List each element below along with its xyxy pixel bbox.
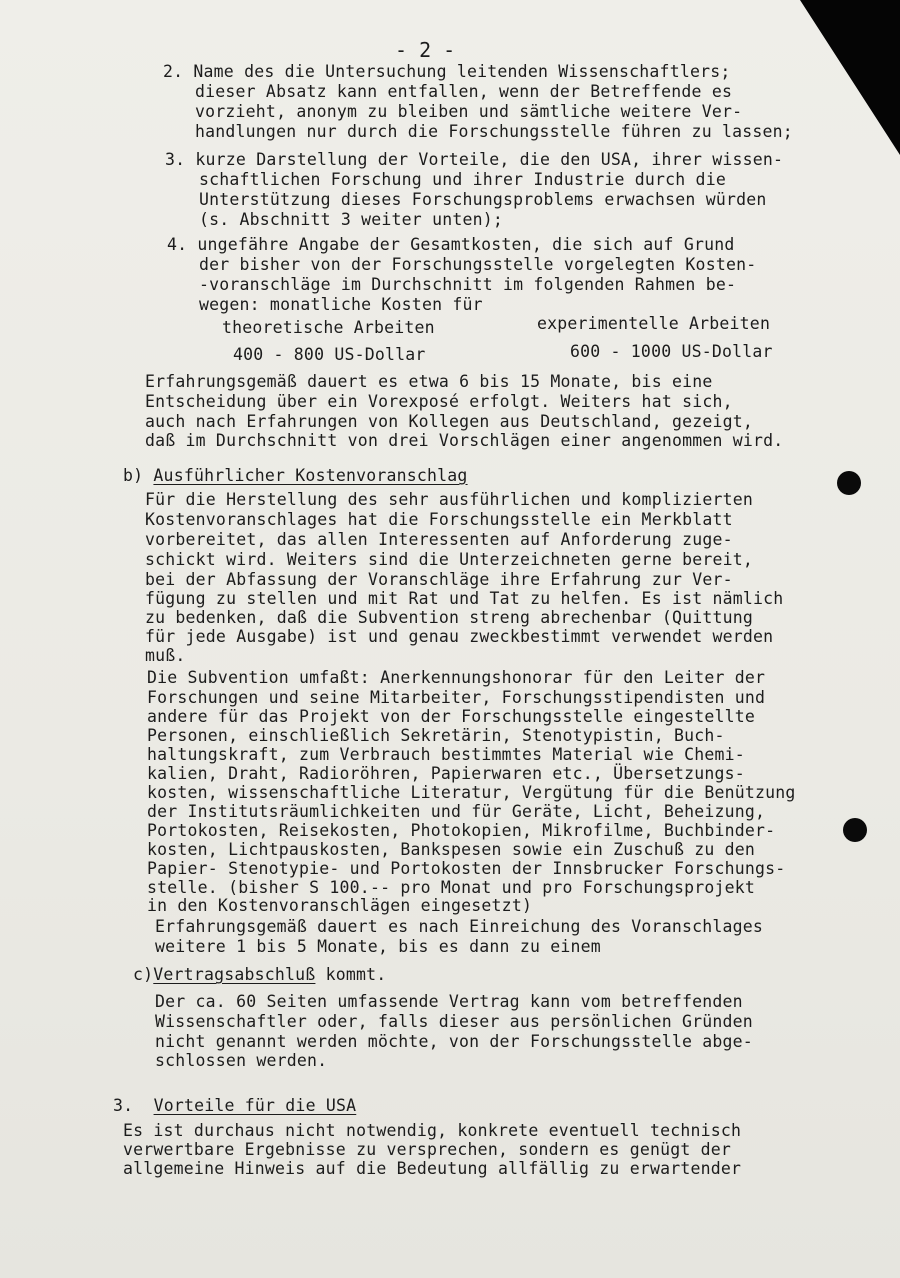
experience-line: auch nach Erfahrungen von Kollegen aus Deutschland, gezeigt,	[145, 412, 754, 431]
cost-col-experimental-heading: experimentelle Arbeiten	[537, 314, 771, 333]
section-3-title: Vorteile für die USA	[153, 1096, 357, 1115]
section-b-line: fügung zu stellen und mit Rat und Tat zu helfen. Es ist nämlich	[145, 589, 784, 608]
section-c-rest: kommt.	[315, 965, 387, 984]
section-b-line: bei der Abfassung der Voranschläge ihre Erfahrung zur Ver-	[145, 570, 733, 589]
item4-line: 4. ungefähre Angabe der Gesamtkosten, die sich auf Grund	[167, 235, 735, 254]
item4-line: -voranschläge im Durchschnitt im folgenden Rahmen be-	[199, 275, 737, 294]
subvention-line: haltungskraft, zum Verbrauch bestimmtes Material wie Chemi-	[147, 745, 745, 764]
punch-hole	[837, 471, 861, 495]
cost-experimental-value: 600 - 1000 US-Dollar	[570, 342, 773, 361]
section-b-line: schickt wird. Weiters sind die Unterzeichneten gerne bereit,	[145, 550, 754, 569]
section-c-line: schlossen werden.	[155, 1051, 328, 1070]
subvention-line: Papier- Stenotypie- und Portokosten der Innsbrucker Forschungs-	[147, 859, 786, 878]
subvention-line: Forschungen und seine Mitarbeiter, Forschungsstipendisten und	[147, 688, 766, 707]
cost-col-theoretical-heading: theoretische Arbeiten	[222, 318, 435, 337]
section-b-line: vorbereitet, das allen Interessenten auf Anforderung zuge-	[145, 530, 733, 549]
section-3-line: Es ist durchaus nicht notwendig, konkrete eventuell technisch	[123, 1121, 742, 1140]
section-b-label: b)	[123, 466, 144, 485]
item2-line: dieser Absatz kann entfallen, wenn der Betreffende es	[195, 82, 733, 101]
section-c-line: Wissenschaftler oder, falls dieser aus persönlichen Gründen	[155, 1012, 753, 1031]
experience2-line: Erfahrungsgemäß dauert es nach Einreichung des Voranschlages	[155, 917, 764, 936]
section-3-line: allgemeine Hinweis auf die Bedeutung allfällig zu erwartender	[123, 1159, 742, 1178]
item2-line: handlungen nur durch die Forschungsstelle führen zu lassen;	[195, 122, 793, 141]
item3-line: (s. Abschnitt 3 weiter unten);	[199, 210, 504, 229]
section-c-line: nicht genannt werden möchte, von der Forschungsstelle abge-	[155, 1032, 753, 1051]
subvention-line: Die Subvention umfaßt: Anerkennungshonorar für den Leiter der	[147, 668, 766, 687]
experience-line: Entscheidung über ein Vorexposé erfolgt. Weiters hat sich,	[145, 392, 733, 411]
section-3-heading	[113, 1096, 356, 1116]
item4-line: wegen: monatliche Kosten für	[199, 295, 483, 314]
section-b-line: zu bedenken, daß die Subvention streng abrechenbar (Quittung	[145, 608, 754, 627]
experience-line: Erfahrungsgemäß dauert es etwa 6 bis 15 Monate, bis eine	[145, 372, 713, 391]
item4-line: der bisher von der Forschungsstelle vorgelegten Kosten-	[199, 255, 757, 274]
section-b-line: für jede Ausgabe) ist und genau zweckbestimmt verwendet werden	[145, 627, 774, 646]
section-b-line: muß.	[145, 646, 186, 665]
subvention-line: kalien, Draht, Radioröhren, Papierwaren etc., Übersetzungs-	[147, 764, 745, 783]
item2-line: vorzieht, anonym zu bleiben und sämtliche weitere Ver-	[195, 102, 743, 121]
punch-hole	[843, 818, 867, 842]
cost-theoretical-value: 400 - 800 US-Dollar	[233, 345, 426, 364]
subvention-line: der Institutsräumlichkeiten und für Geräte, Licht, Beheizung,	[147, 802, 766, 821]
subvention-line: Personen, einschließlich Sekretärin, Stenotypistin, Buch-	[147, 726, 725, 745]
subvention-line: stelle. (bisher S 100.-- pro Monat und pro Forschungsprojekt	[147, 878, 756, 897]
subvention-line: kosten, Lichtpauskosten, Bankspesen sowie ein Zuschuß zu den	[147, 840, 756, 859]
section-b-heading	[123, 466, 468, 486]
section-c-title: Vertragsabschluß	[153, 965, 316, 984]
item2-line: 2. Name des die Untersuchung leitenden Wissenschaftlers;	[163, 62, 731, 81]
item3-line: 3. kurze Darstellung der Vorteile, die den USA, ihrer wissen-	[165, 150, 784, 169]
subvention-line: Portokosten, Reisekosten, Photokopien, Mikrofilme, Buchbinder-	[147, 821, 776, 840]
page-number: - 2 -	[395, 38, 456, 62]
subvention-line: kosten, wissenschaftliche Literatur, Vergütung für die Benützung	[147, 783, 796, 802]
section-c-line: Der ca. 60 Seiten umfassende Vertrag kann vom betreffenden	[155, 992, 743, 1011]
section-b-title: Ausführlicher Kostenvoranschlag	[153, 466, 468, 485]
section-3-label: 3.	[113, 1096, 134, 1115]
section-c-label: c)	[133, 965, 154, 984]
subvention-line: in den Kostenvoranschlägen eingesetzt)	[147, 896, 533, 915]
experience2-line: weitere 1 bis 5 Monate, bis es dann zu einem	[155, 937, 601, 956]
item3-line: schaftlichen Forschung und ihrer Industrie durch die	[199, 170, 726, 189]
experience-line: daß im Durchschnitt von drei Vorschlägen einer angenommen wird.	[145, 431, 784, 450]
subvention-line: andere für das Projekt von der Forschungsstelle eingestellte	[147, 707, 756, 726]
section-c-heading	[133, 965, 386, 985]
section-b-line: Für die Herstellung des sehr ausführlichen und komplizierten	[145, 490, 754, 509]
section-3-line: verwertbare Ergebnisse zu versprechen, sondern es genügt der	[123, 1140, 732, 1159]
section-b-line: Kostenvoranschlages hat die Forschungsstelle ein Merkblatt	[145, 510, 733, 529]
item3-line: Unterstützung dieses Forschungsproblems erwachsen würden	[199, 190, 767, 209]
scan-corner-shadow	[800, 0, 900, 155]
